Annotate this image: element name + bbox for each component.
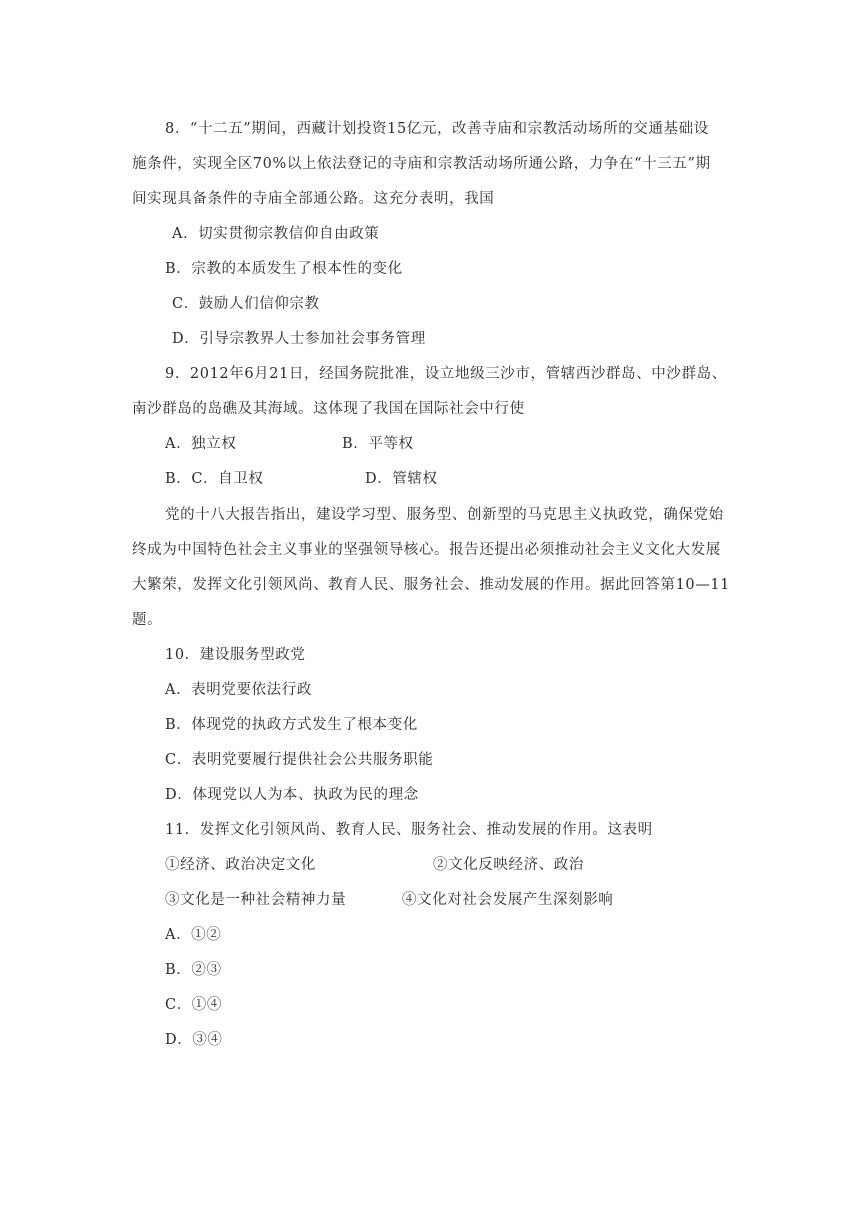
- q8-stem-line-1: 8．“十二五”期间，西藏计划投资15亿元，改善寺庙和宗教活动场所的交通基础设: [165, 121, 709, 137]
- q10-stem: 10．建设服务型政党: [165, 647, 306, 663]
- q11-option-d: D．③④: [165, 1032, 223, 1048]
- q10-option-d: D．体现党以人为本、执政为民的理念: [165, 787, 419, 803]
- q8-stem-line-2: 施条件，实现全区70%以上依法登记的寺庙和宗教活动场所通公路，力争在“十三五”期: [132, 156, 711, 172]
- q11-statement-1: ①经济、政治决定文化: [165, 857, 316, 873]
- q10-option-b: B．体现党的执政方式发生了根本变化: [165, 717, 418, 733]
- q11-statement-3: ③文化是一种社会精神力量: [165, 892, 347, 908]
- q11-option-c: C．①④: [165, 997, 222, 1013]
- q8-stem-line-3: 间实现具备条件的寺庙全部通公路。这充分表明，我国: [132, 191, 495, 207]
- q11-option-b: B．②③: [165, 962, 222, 978]
- q8-option-b: B．宗教的本质发生了根本性的变化: [165, 261, 403, 277]
- q9-option-c: B．C．自卫权: [165, 471, 264, 487]
- passage-line-4: 题。: [132, 612, 163, 628]
- q9-stem-line-2: 南沙群岛的岛礁及其海域。这体现了我国在国际社会中行使: [132, 401, 525, 417]
- q11-statement-2: ②文化反映经济、政治: [433, 857, 584, 873]
- q8-option-c: C．鼓励人们信仰宗教: [172, 296, 320, 312]
- q9-option-d: D．管辖权: [365, 471, 438, 487]
- q8-option-a: A．切实贯彻宗教信仰自由政策: [172, 226, 380, 242]
- passage-line-3: 大繁荣，发挥文化引领风尚、教育人民、服务社会、推动发展的作用。据此回答第10—11: [132, 577, 730, 593]
- q8-option-d: D．引导宗教界人士参加社会事务管理: [172, 331, 426, 347]
- q10-option-a: A．表明党要依法行政: [165, 682, 312, 698]
- q9-option-b: B．平等权: [342, 436, 414, 452]
- passage-line-2: 终成为中国特色社会主义事业的坚强领导核心。报告还提出必须推动社会主义文化大发展: [132, 542, 721, 558]
- q9-stem-line-1: 9．2012年6月21日，经国务院批准，设立地级三沙市，管辖西沙群岛、中沙群岛、: [165, 366, 727, 382]
- q11-stem: 11．发挥文化引领风尚、教育人民、服务社会、推动发展的作用。这表明: [165, 822, 653, 838]
- q11-option-a: A．①②: [165, 927, 222, 943]
- q11-statement-4: ④文化对社会发展产生深刻影响: [402, 892, 614, 908]
- q10-option-c: C．表明党要履行提供社会公共服务职能: [165, 752, 434, 768]
- passage-line-1: 党的十八大报告指出，建设学习型、服务型、创新型的马克思主义执政党，确保党始: [165, 507, 724, 523]
- q9-option-a: A．独立权: [165, 436, 237, 452]
